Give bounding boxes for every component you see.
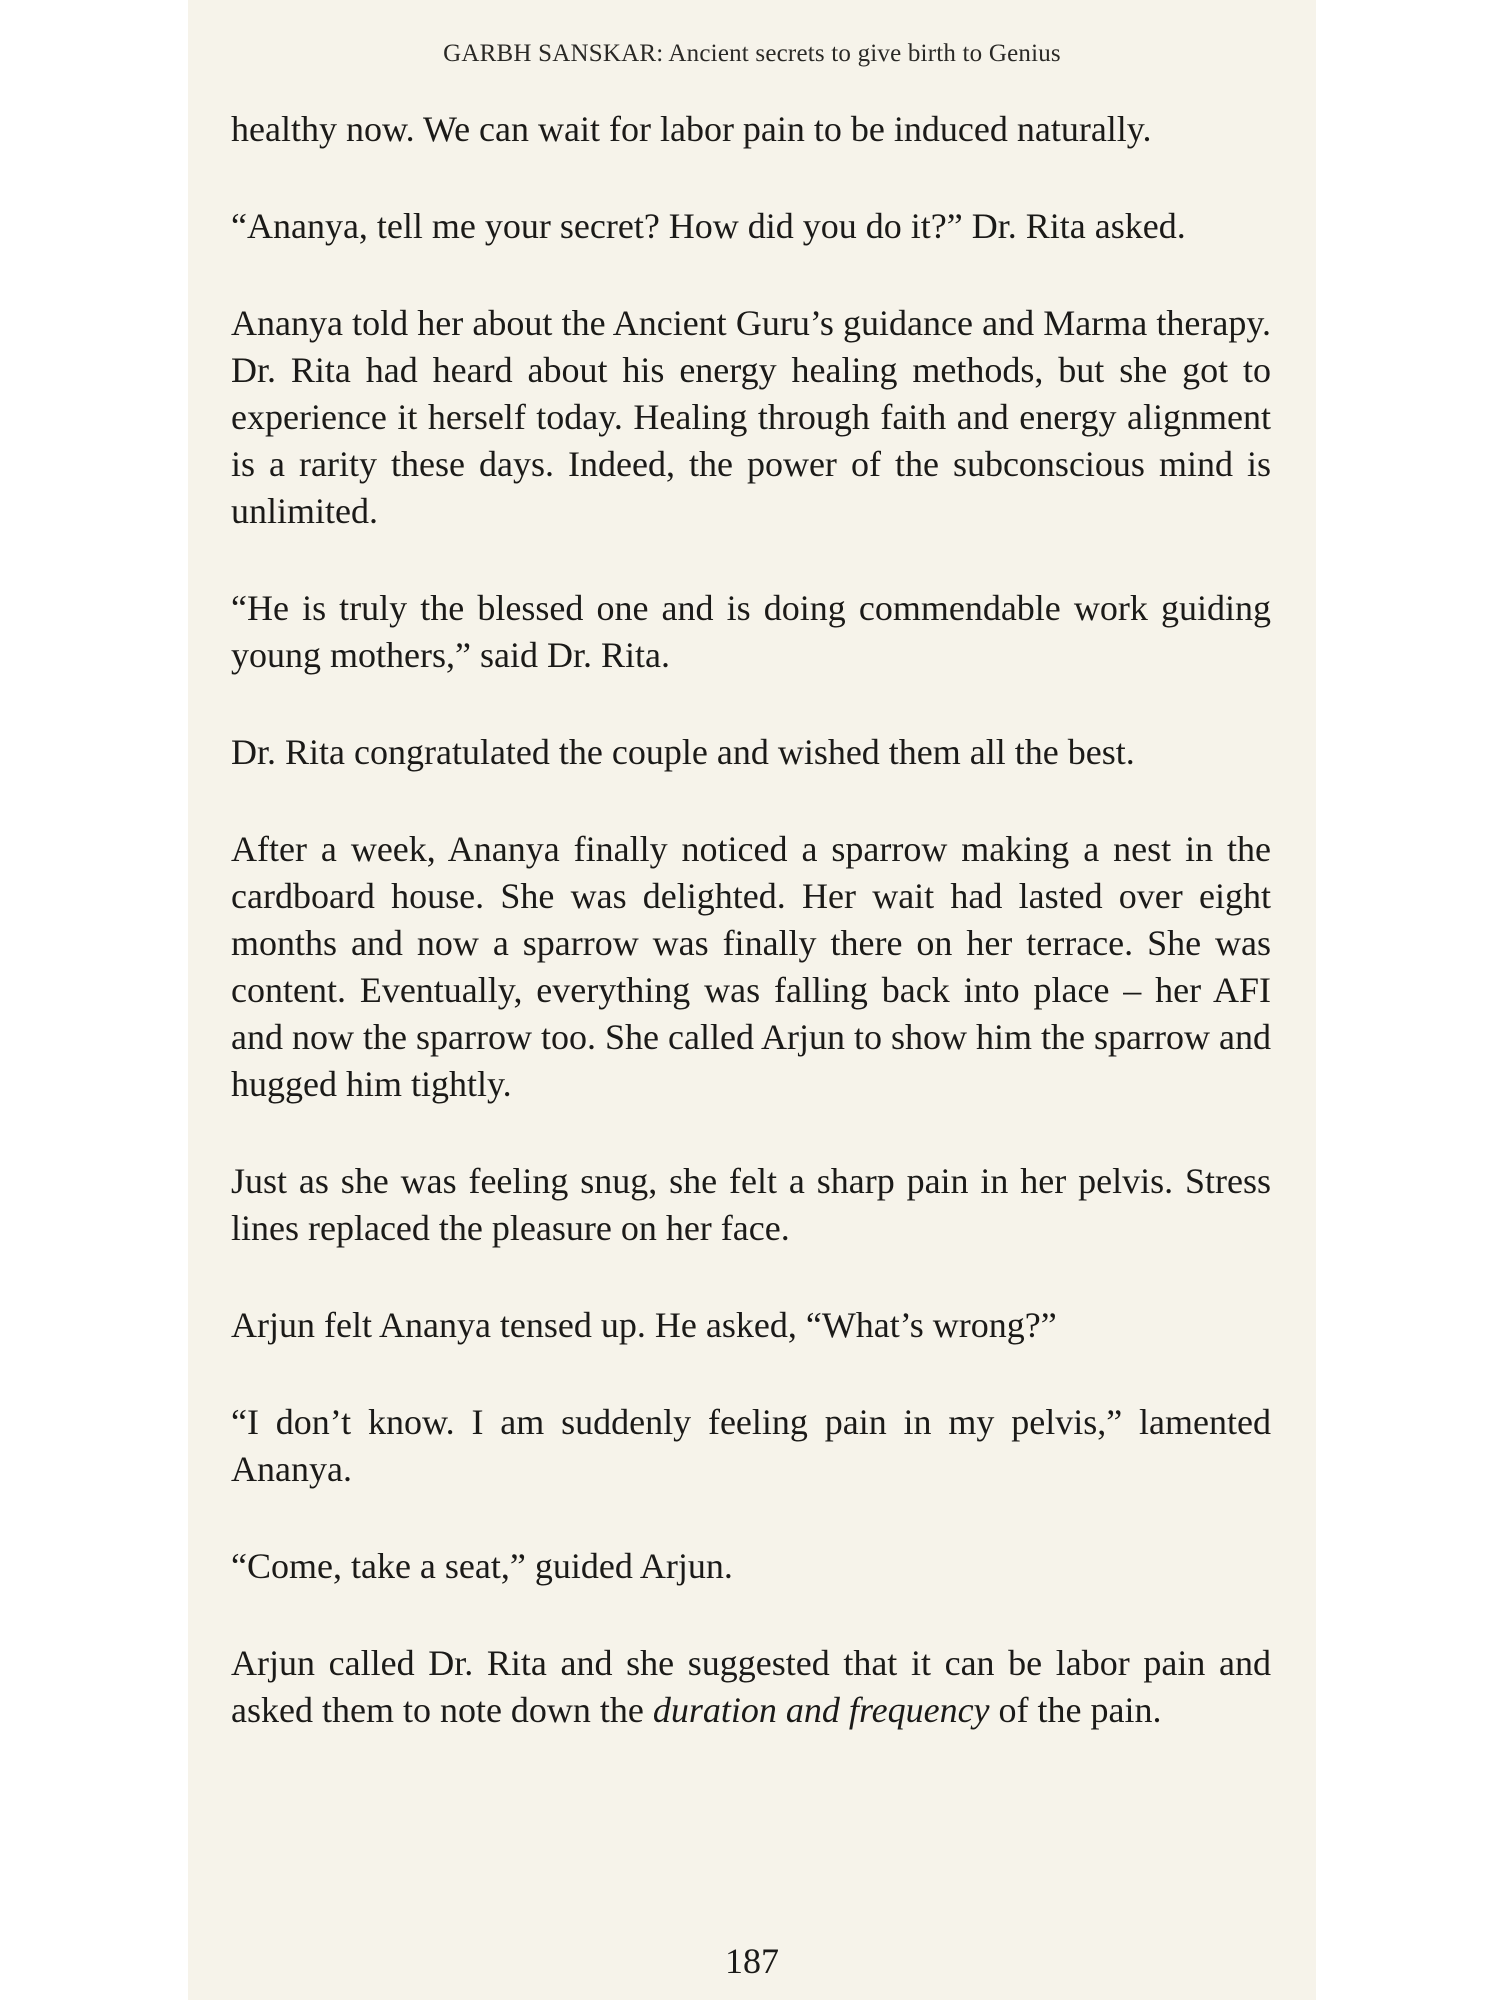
paragraph: Ananya told her about the Ancient Guru’s guidance and Marma therapy. Dr. Rita had heard about his energy healing methods, but she got to experience it herself today. Healing through faith and energy alignment is a rarity these days. Indeed, the power of the subconscious mind is unlimited. bbox=[231, 303, 1271, 531]
paragraph: “Come, take a seat,” guided Arjun. bbox=[231, 1546, 733, 1586]
italic-emphasis: duration and frequency bbox=[652, 1690, 990, 1730]
page-number: 187 bbox=[725, 1941, 779, 1981]
body-text bbox=[231, 106, 1271, 1734]
paragraph-last bbox=[231, 1640, 1271, 1734]
paragraph: After a week, Ananya finally noticed a sparrow making a nest in the cardboard house. She was delighted. Her wait had lasted over eight months and now a sparrow was finally there on her terrace. She was content. Eventually, everything was falling back into place – her AFI and now the sparrow too. She called Arjun to show him the sparrow and hugged him tightly. bbox=[231, 829, 1271, 1104]
paragraph: “Ananya, tell me your secret? How did you do it?” Dr. Rita asked. bbox=[231, 206, 1186, 246]
paragraph: Just as she was feeling snug, she felt a sharp pain in her pelvis. Stress lines replaced the pleasure on her face. bbox=[231, 1161, 1271, 1248]
running-head: GARBH SANSKAR: Ancient secrets to give birth to Genius bbox=[443, 40, 1061, 67]
paragraph: healthy now. We can wait for labor pain to be induced naturally. bbox=[231, 109, 1152, 149]
book-page bbox=[188, 0, 1316, 2000]
paragraph: “He is truly the blessed one and is doing commendable work guiding young mothers,” said Dr. Rita. bbox=[231, 588, 1271, 675]
paragraph: Dr. Rita congratulated the couple and wished them all the best. bbox=[231, 732, 1135, 772]
paragraph-text: of the pain. bbox=[989, 1690, 1162, 1730]
paragraph: Arjun felt Ananya tensed up. He asked, “What’s wrong?” bbox=[231, 1305, 1057, 1345]
paragraph-text: Arjun called Dr. Rita and she suggested that it can be labor pain and asked them to note down the bbox=[231, 1643, 1271, 1730]
paragraph: “I don’t know. I am suddenly feeling pain in my pelvis,” lamented Ananya. bbox=[231, 1402, 1271, 1489]
